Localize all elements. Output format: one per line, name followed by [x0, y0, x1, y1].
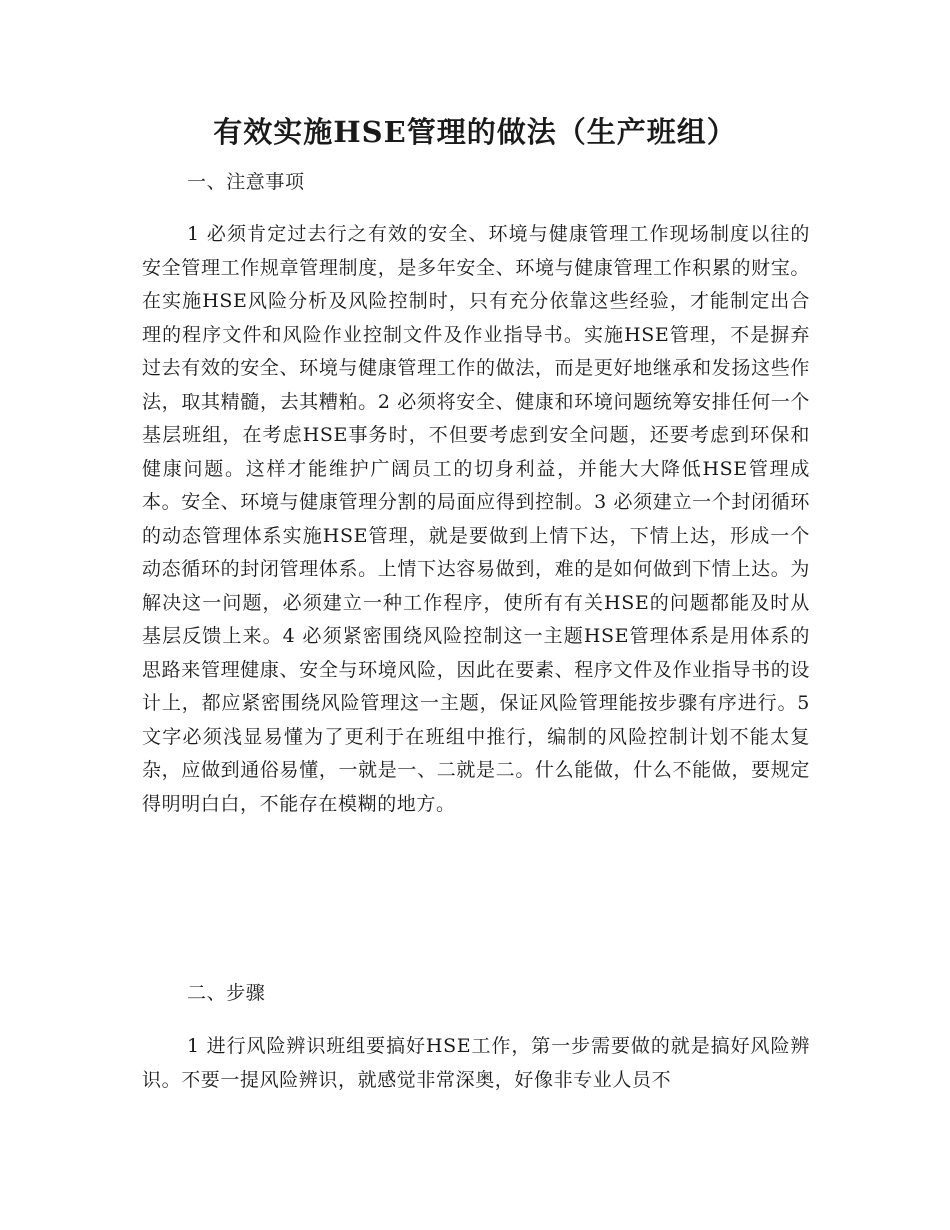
section-heading-steps: 二、步骤 — [187, 982, 266, 1004]
section-paragraph-notes: 1 必须肯定过去行之有效的安全、环境与健康管理工作现场制度以往的安全管理工作规章管理制度，是多年安全、环境与健康管理工作积累的财宝。在实施HSE风险分析及风险控制时，只有充分依靠这些经验，才能制定出合理的程序文件和风险作业控制文件及作业指导书。实施HSE管理，不是摒弃过去有效的安全、环境与健康管理工作的做法，而是更好地继承和发扬这些作法，取其精髓，去其糟粕。2 必须将安全、健康和环境问题统筹安排任何一个基层班组，在考虑HSE事务时，不但要考虑到安全问题，还要考虑到环保和健康问题。这样才能维护广阔员工的切身利益，并能大大降低HSE管理成本。安全、环境与健康管理分割的局面应得到控制。3 必须建立一个封闭循环的动态管理体系实施HSE管理，就是要做到上情下达，下情上达，形成一个动态循环的封闭管理体系。上情下达容易做到，难的是如何做到下情上达。为解决这一问题，必须建立一种工作程序，使所有有关HSE的问题都能及时从基层反馈上来。4 必须紧密围绕风险控制这一主题HSE管理体系是用体系的思路来管理健康、安全与环境风险，因此在要素、程序文件及作业指导书的设计上，都应紧密围绕风险管理这一主题，保证风险管理能按步骤有序进行。5 文字必须浅显易懂为了更利于在班组中推行，编制的风险控制计划不能太复杂，应做到通俗易懂，一就是一、二就是二。什么能做，什么不能做，要规定得明明白白，不能存在模糊的地方。 — [142, 223, 810, 815]
section-paragraph-steps: 1 进行风险辨识班组要搞好HSE工作，第一步需要做的就是搞好风险辨识。不要一提风险辨识，就感觉非常深奥，好像非专业人员不 — [142, 1035, 810, 1091]
document-title: 有效实施HSE管理的做法（生产班组） — [213, 115, 737, 149]
section-heading-notes: 一、注意事项 — [187, 171, 305, 193]
